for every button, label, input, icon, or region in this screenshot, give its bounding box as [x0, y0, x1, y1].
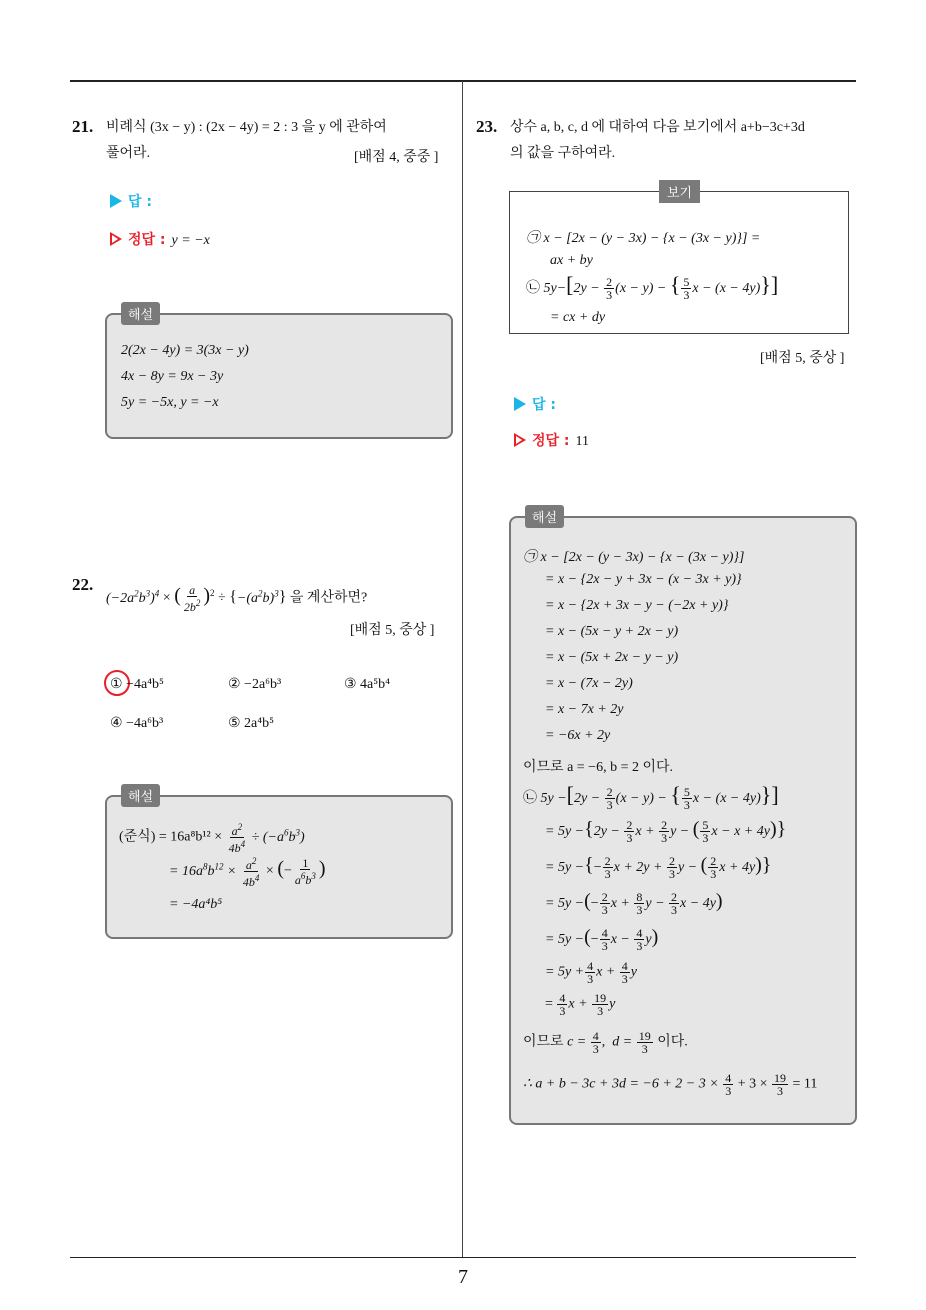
q22-sol-line1: (준식) = 16a⁸b¹² × $\frac{a^2}{4b^4}$ ÷ $(-a^6b^3)$	[119, 822, 305, 855]
q22-choice-5[interactable]: ⑤ 2a⁴b⁵	[228, 716, 275, 731]
q23-number: 23.	[476, 117, 498, 136]
q23-solution-box	[509, 511, 857, 1125]
q23-sol-b-line3: = 5y −{− $\frac{2}{3}$ x + 2y + $\frac{2}{3}$ y − ( $\frac{2}{3}$ x + 4y)}	[545, 854, 772, 882]
q21-correct-value: y = −x	[171, 233, 210, 248]
q23-sol-b-line1: ㉡ 5y −[2y − $\frac{2}{3}$ (x − y) − { $\frac{5}{3}$ x − (x − 4y)}]	[523, 782, 779, 813]
q23-sol-a-line6: = x − (7x − 2y)	[545, 676, 633, 691]
triangle-filled-icon	[514, 397, 526, 411]
q23-bogi-line3: ㉡ 5y−[2y − $\frac{2}{3}$ (x − y) − { $\frac{5}{3}$ x − (x − 4y)}]	[526, 272, 779, 303]
q23-text-line1: 상수 a, b, c, d 에 대하여 다음 보기에서 a+b−3c+3d	[510, 120, 805, 135]
q23-sol-final: ∴ a + b − 3c + 3d = −6 + 2 − 3 × $\frac{4}{3}$ + 3 × $\frac{19}{3}$ = 11	[523, 1071, 818, 1098]
bottom-rule	[70, 1257, 856, 1258]
q23-sol-a-line2: = x − {2x − y + 3x − (x − 3x + y)}	[545, 572, 742, 587]
q22-points: [배점 5, 중상 ]	[350, 623, 435, 638]
q21-text-line1: 비례식 (3x − y) : (2x − 4y) = 2 : 3 을 y 에 관하여	[106, 120, 387, 135]
q22-text-suffix: 을 계산하면?	[289, 590, 368, 606]
q22-choice-4[interactable]: ④ −4a⁶b³	[110, 716, 164, 731]
q23-points: [배점 5, 중상 ]	[760, 351, 845, 366]
column-divider	[462, 81, 463, 1257]
q23-correct-value: 11	[575, 434, 590, 449]
q21-sol-line1: 2(2x − 4y) = 3(3x − y)	[121, 343, 249, 358]
q22-solution-box	[105, 790, 453, 939]
q23-sol-a-line8: = −6x + 2y	[545, 728, 611, 743]
q23-sol-a-line4: = x − (5x − y + 2x − y)	[545, 624, 679, 639]
q22-number: 22.	[72, 575, 94, 594]
triangle-filled-icon	[110, 194, 122, 208]
q21-sol-line2: 4x − 8y = 9x − 3y	[121, 369, 224, 384]
q21-correct	[110, 229, 210, 249]
q23-answer[interactable]	[514, 394, 556, 414]
q21-text-line2: 풀어라.	[106, 146, 151, 161]
q22-solution-tag: 해설	[121, 784, 160, 807]
q23-bogi-line4: = cx + dy	[550, 310, 606, 325]
q21-answer[interactable]	[110, 191, 152, 211]
q21-correct-label: 정답 :	[128, 232, 166, 248]
triangle-outline-icon	[514, 433, 526, 447]
page-number: 7	[458, 1266, 468, 1288]
q23-correct-label: 정답 :	[532, 433, 570, 449]
q23-text-line2: 의 값을 구하여라.	[510, 146, 616, 161]
q23-bogi-line2: ax + by	[550, 253, 593, 268]
q23-sol-b-line7: = $\frac{4}{3}$ x + $\frac{19}{3}$ y	[545, 991, 616, 1018]
q23-sol-b-line6: = 5y + $\frac{4}{3}$ x + $\frac{4}{3}$ y	[545, 959, 637, 986]
q23-answer-label: 답 :	[532, 397, 556, 413]
q22-sol-prefix: (준식) = 16a⁸b¹² ×	[119, 829, 223, 845]
q22-choice-2[interactable]: ② −2a⁶b³	[228, 677, 282, 692]
q23-solution-tag: 해설	[525, 505, 564, 528]
q23-sol-b-line2: = 5y −{2y − $\frac{2}{3}$ x + $\frac{2}{3}$ y − ( $\frac{5}{3}$ x − x + 4y)}	[545, 818, 787, 846]
q23-sol-final-prefix: ∴ a + b − 3c + 3d = −6 + 2 − 3 ×	[523, 1076, 719, 1092]
q23-sol-a-line5: = x − (5x + 2x − y − y)	[545, 650, 679, 665]
q23-sol-b-line5: = 5y −(− $\frac{4}{3}$ x − $\frac{4}{3}$ y)	[545, 926, 659, 954]
q23-sol-a-conclusion: 이므로 a = −6, b = 2 이다.	[523, 760, 674, 775]
q21-solution-tag: 해설	[121, 302, 160, 325]
q23-sol-a-line1: ㉠ x − [2x − (y − 3x) − {x − (3x − y)}]	[523, 550, 745, 565]
q23-sol-b-conclusion: 이므로 c = $\frac{4}{3}$ , d = $\frac{19}{3}$ 이다.	[523, 1029, 688, 1056]
q21-number: 21.	[72, 117, 94, 136]
q23-sol-a-line7: = x − 7x + 2y	[545, 702, 624, 717]
q23-sol-a-line3: = x − {2x + 3x − y − (−2x + y)}	[545, 598, 729, 613]
top-rule	[70, 80, 856, 82]
q23-sol-c-prefix: 이므로	[523, 1034, 564, 1050]
q21-answer-label: 답 :	[128, 194, 152, 210]
q22-expression: $(-2a^2b^3)^4$ × ( $\frac{a}{2b^2}$ )$^2 \div \{-(a^2b)^3\}$ 을 계산하면?	[106, 582, 368, 614]
q23-sol-final-suffix: = 11	[792, 1076, 818, 1092]
q22-sol-line3: = −4a⁴b⁵	[169, 897, 223, 912]
q23-sol-b-line4: = 5y −(− $\frac{2}{3}$ x + $\frac{8}{3}$ y − $\frac{2}{3}$ x − 4y)	[545, 890, 723, 918]
triangle-outline-icon	[110, 232, 122, 246]
q23-bogi-line1: ㉠ x − [2x − (y − 3x) − {x − (3x − y)}] =	[526, 231, 761, 246]
q21-solution-box	[105, 308, 453, 439]
q23-bogi-box	[509, 186, 849, 334]
q22-choice-3[interactable]: ③ 4a⁵b⁴	[344, 677, 391, 692]
q21-points: [배점 4, 중중 ]	[354, 150, 439, 165]
q22-sol-line2: = $16a^8b^{12}$ × $\frac{a^2}{4b^4}$ × (− $\frac{1}{a^6b^3}$ )	[169, 856, 326, 889]
q23-bogi-tag: 보기	[659, 180, 700, 203]
q23-correct	[514, 430, 589, 450]
q22-choice-1[interactable]: ① −4a⁴b⁵	[110, 677, 164, 692]
q21-sol-line3: 5y = −5x, y = −x	[121, 395, 219, 410]
q23-sol-c-suffix: 이다.	[657, 1034, 688, 1050]
